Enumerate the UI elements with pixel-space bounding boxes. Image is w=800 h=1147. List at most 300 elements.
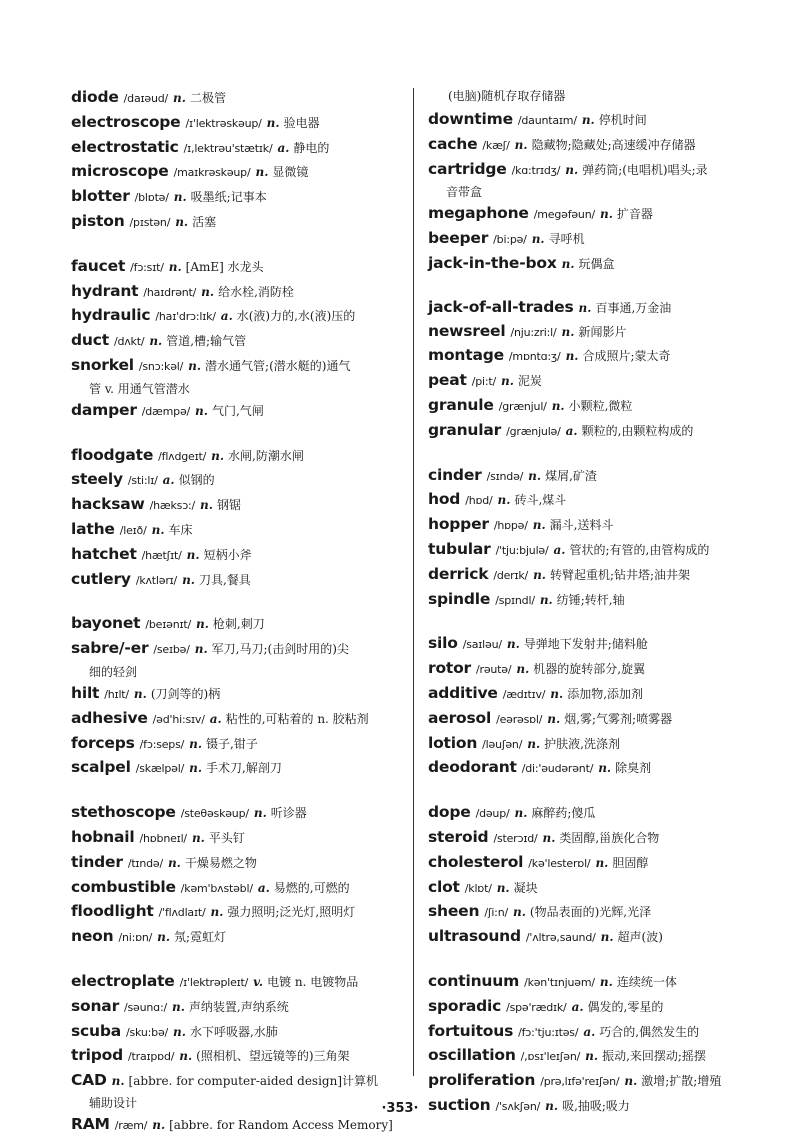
phonetic: /blɒtə/ [134,191,169,205]
right-column [428,86,758,1119]
phonetic: /seɪbə/ [153,643,190,657]
dictionary-entry [71,329,405,354]
part-of-speech: n. [516,662,530,677]
headword: peat [428,371,467,390]
phonetic: /prə,lɪfə'reɪʃən/ [540,1075,620,1089]
headword: combustible [71,877,176,896]
dictionary-entry [428,801,758,826]
definition: 镊子,钳子 [206,736,258,751]
headword: microscope [71,162,169,181]
definition: 百事通,万金油 [595,300,672,315]
part-of-speech: n. [599,974,613,989]
headword: jack-in-the-box [428,253,557,272]
phonetic: /sɪndə/ [486,469,524,483]
definition-continuation: 辅助设计 [89,1095,138,1110]
headword: sporadic [428,996,502,1015]
dictionary-entry [71,304,405,329]
headword: adhesive [71,708,148,727]
entry-group [71,801,405,950]
headword: rotor [428,659,471,678]
dictionary-entry [71,1113,405,1138]
part-of-speech: v. [253,974,264,989]
definition: 合成照片;蒙太奇 [582,349,671,364]
headword: dope [428,803,471,822]
headword: floodlight [71,902,154,921]
phonetic: /kə'lesterɒl/ [528,856,591,870]
entry-group [428,632,758,781]
definition: 颗粒的,由颗粒构成的 [581,423,694,438]
definition: 麻醉药;傻瓜 [531,806,596,821]
group-separator [71,592,405,612]
phonetic: /,ɒsɪ'leɪʃən/ [520,1050,581,1064]
dictionary-entry [428,344,758,369]
part-of-speech: n. [512,905,526,920]
phonetic: /dəup/ [475,807,510,821]
part-of-speech: n. [561,324,575,339]
phonetic: /ɪ'lektrəskəup/ [185,116,262,130]
part-of-speech: n. [186,547,200,562]
part-of-speech: a. [565,423,578,438]
phonetic: /ɪ,lektrəu'stætɪk/ [183,141,273,155]
definition-continuation: 管 v. 用通气管潜水 [89,381,190,396]
phonetic: /klɒt/ [464,881,492,895]
group-separator [428,781,758,801]
definition: 似钢的 [178,473,215,488]
part-of-speech: n. [175,214,189,229]
definition: 强力照明;泛光灯,照明灯 [227,905,356,920]
headword: hydraulic [71,306,151,325]
definition: 二极管 [189,91,226,105]
dictionary-entry [71,280,405,305]
part-of-speech: n. [581,113,595,127]
dictionary-entry [428,970,758,995]
phonetic: /'sʌkʃən/ [495,1099,541,1113]
phonetic: /daɪəud/ [123,92,169,105]
group-separator [71,950,405,970]
part-of-speech: n. [550,686,564,701]
entry-group [71,86,405,235]
phonetic: /beɪənɪt/ [145,618,191,632]
part-of-speech: n. [497,493,511,508]
headword: stethoscope [71,803,176,822]
dictionary-entry [428,133,758,158]
part-of-speech: n. [133,686,147,701]
headword: hopper [428,515,489,534]
phonetic: /eərəsɒl/ [496,712,543,726]
definition: 扩音器 [616,207,653,222]
headword: hydrant [71,281,139,300]
phonetic: /pɪstən/ [129,215,171,229]
headword: cinder [428,465,482,484]
definition: 干燥易燃之物 [184,855,257,870]
part-of-speech: n. [171,999,185,1014]
headword: granule [428,395,494,414]
entry-group [428,108,758,276]
phonetic: /əd'hi:sɪv/ [152,712,205,726]
headword: duct [71,331,109,350]
headword: lathe [71,519,115,538]
part-of-speech: n. [195,617,209,632]
phonetic: /grænjul/ [498,399,547,413]
headword: clot [428,877,460,896]
part-of-speech: n. [561,256,575,271]
part-of-speech: n. [253,806,267,821]
dictionary-entry [71,801,405,826]
definition: 玩偶盒 [578,256,615,271]
definition: 漏斗,送料斗 [549,518,614,533]
dictionary-entry [428,876,758,901]
dictionary-entry [71,468,405,493]
headword: steely [71,470,123,489]
dictionary-entry [428,464,758,489]
part-of-speech: n. [514,806,528,821]
phonetic: /spə'rædɪk/ [506,1000,567,1014]
dictionary-entry [428,488,758,513]
headword: fortuitous [428,1021,514,1040]
phonetic: /fɔ:seps/ [139,737,185,751]
dictionary-entry [71,160,405,185]
headword: jack-of-all-trades [428,297,574,316]
definition: 隐藏物;隐藏处;高速缓冲存储器 [531,137,696,152]
headword: scuba [71,1021,122,1040]
dictionary-entry [428,296,758,320]
part-of-speech: a. [209,711,222,726]
phonetic: /spɪndl/ [495,593,535,607]
dictionary-entry [428,108,758,133]
entry-group [71,612,405,781]
definition: 刀具,餐具 [198,572,251,587]
definition: 水闸,防潮水闸 [228,448,304,463]
phonetic: /flʌdgeɪt/ [158,449,207,463]
part-of-speech: n. [565,162,579,177]
definition: 烟,雾;气雾剂;喷雾器 [564,711,673,726]
part-of-speech: n. [211,448,225,463]
part-of-speech: n. [182,572,195,587]
part-of-speech: n. [210,905,224,920]
group-separator [428,612,758,632]
phonetic: /ædɪtɪv/ [502,687,546,701]
definition: 水下呼吸器,水肺 [189,1024,278,1039]
definition: [abbre. for Random Access Memory] [169,1117,393,1132]
dictionary-entry [428,826,758,851]
headword: neon [71,927,114,946]
part-of-speech: n. [595,855,609,870]
dictionary-entry [71,925,405,950]
definition: (刀剑等的)柄 [150,686,221,701]
phonetic: /haɪdrənt/ [143,285,197,299]
headword: tubular [428,539,491,558]
phonetic: /ni:ɒn/ [118,931,153,945]
definition: 管道,槽;输气管 [166,334,247,349]
definition: 短柄小斧 [203,547,252,562]
definition: 吸墨纸;记事本 [190,190,267,205]
part-of-speech: n. [585,1049,599,1064]
headword: electrostatic [71,137,179,156]
definition: 机器的旋转部分,旋翼 [533,662,646,677]
definition: 气门,气闸 [211,403,264,418]
phonetic: /ɪ'lektrəpleɪt/ [179,975,249,989]
definition: 氖;霓虹灯 [174,930,227,945]
dictionary-entry [71,255,405,280]
phonetic: /kʌtlərɪ/ [135,573,178,587]
part-of-speech: n. [111,1074,125,1089]
phonetic: /rəutə/ [476,663,512,677]
group-separator [428,950,758,970]
headword: tripod [71,1046,124,1065]
part-of-speech: n. [152,1117,166,1132]
part-of-speech: n. [514,137,528,152]
definition: 类固醇,甾族化合物 [559,830,660,845]
phonetic: /ləuʃən/ [482,737,523,751]
dictionary-entry [71,970,405,995]
dictionary-entry [428,513,758,538]
phonetic: /fɔ:'tju:ɪtəs/ [518,1025,579,1039]
definition: [abbre. for computer-aided design]计算机 [128,1074,379,1089]
dictionary-entry [71,543,405,568]
headword: steroid [428,827,489,846]
dictionary-entry [428,657,758,682]
phonetic: /tɪndə/ [127,856,163,870]
dictionary-entry [71,876,405,901]
definition: 胆固醇 [612,855,649,870]
part-of-speech: n. [191,830,205,845]
phonetic: /dʌkt/ [113,335,145,349]
phonetic: /bi:pə/ [493,233,527,247]
definition: 新闻影片 [578,324,627,339]
part-of-speech: n. [531,232,545,247]
definition: 吸,抽吸;吸力 [562,1098,630,1113]
dictionary-entry [428,538,758,563]
phonetic: /'flʌdlaɪt/ [158,906,206,920]
definition: 车床 [168,522,193,537]
headword: hobnail [71,827,135,846]
definition: 管状的;有管的,由管构成的 [569,542,710,557]
entry-group [71,444,405,593]
headword: downtime [428,110,513,128]
dictionary-entry [428,158,758,183]
headword: hatchet [71,544,137,563]
headword: cholesterol [428,852,524,871]
headword: hod [428,490,461,509]
page-number: ·353· [381,1101,419,1116]
phonetic: /'tju:bjulə/ [495,543,549,557]
part-of-speech: n. [496,880,510,895]
dictionary-entry [428,925,758,950]
headword: forceps [71,733,135,752]
phonetic: /snɔ:kəl/ [138,359,184,373]
headword: snorkel [71,355,134,374]
headword: newsreel [428,321,506,340]
part-of-speech: n. [200,498,213,513]
part-of-speech: n. [506,637,520,652]
headword: additive [428,683,498,702]
part-of-speech: a. [257,880,270,895]
headword: electroplate [71,971,175,990]
definition-continuation: 音带盒 [446,185,483,200]
phonetic: /ʃi:n/ [484,906,508,920]
dictionary-entry [428,900,758,925]
headword: cache [428,134,478,153]
part-of-speech: n. [545,1098,559,1113]
group-separator [71,424,405,444]
headword: CAD [71,1071,107,1090]
phonetic: /hɒpə/ [493,519,528,533]
definition: 易燃的,可燃的 [273,880,350,895]
headword: blotter [71,187,130,206]
phonetic: /fɔ:sɪt/ [130,260,164,274]
entry-group [428,464,758,613]
definition: 活塞 [192,214,217,229]
part-of-speech: n. [528,468,542,483]
headword: derrick [428,564,489,583]
headword: cutlery [71,569,131,588]
column-divider [413,88,414,1076]
headword: megaphone [428,204,529,223]
headword: continuum [428,971,520,990]
definition: 水(液)力的,水(液)压的 [236,309,356,324]
part-of-speech: n. [542,830,556,845]
dictionary-entry [71,136,405,161]
definition: 振动,来回摆动;摇摆 [602,1049,706,1064]
dictionary-entry [71,210,405,235]
dictionary-entry [428,320,758,345]
dictionary-entry [428,682,758,707]
dictionary-entry [428,227,758,252]
definition: 粘性的,可粘着的 n. 胶粘剂 [225,711,369,726]
group-separator [428,276,758,296]
dictionary-entry [71,354,405,379]
phonetic: /kɑ:trɪdʒ/ [511,163,561,177]
phonetic: /dæmpə/ [141,404,191,418]
definition: 验电器 [283,115,320,130]
headword: deodorant [428,758,517,777]
part-of-speech: a. [553,542,566,557]
definition: (照相机、望远镜等的)三角架 [196,1049,350,1064]
part-of-speech: n. [173,1024,186,1039]
part-of-speech: n. [195,403,208,418]
headword: spindle [428,589,491,608]
definition: 砖斗,煤斗 [514,493,567,508]
definition: [AmE] 水龙头 [185,259,264,274]
headword: hacksaw [71,495,145,514]
dictionary-entry [428,1020,758,1045]
definition: 泥炭 [517,374,542,389]
dictionary-entry [71,518,405,543]
part-of-speech: n. [599,207,613,222]
phonetic: /sterɔɪd/ [493,831,538,845]
dictionary-entry [71,1044,405,1069]
definition: 显微镜 [272,165,309,180]
dictionary-entry [71,86,405,111]
phonetic: /ræm/ [114,1118,148,1132]
dictionary-entry [428,756,758,781]
phonetic: /'ʌltrə,saund/ [525,931,596,945]
part-of-speech: n. [189,761,203,776]
part-of-speech: n. [189,736,203,751]
definition: 凝块 [513,880,538,895]
phonetic: /hɒbneɪl/ [139,831,187,845]
definition: 声纳装置,声纳系统 [188,999,289,1014]
definition-continuation: 细的轻剑 [89,664,138,679]
dictionary-entry [428,1069,758,1094]
headword: montage [428,346,504,365]
group-separator [71,781,405,801]
entry-group [428,296,758,444]
headword: RAM [71,1114,110,1133]
headword: silo [428,634,458,653]
phonetic: /hɪlt/ [104,687,129,701]
dictionary-entry [428,707,758,732]
part-of-speech: n. [167,855,181,870]
part-of-speech: n. [194,642,208,657]
definition: 平头钉 [208,830,245,845]
definition: 枪刺,刺刀 [212,617,265,632]
definition: 纺锤;转杆,轴 [556,592,625,607]
part-of-speech: n. [173,91,186,105]
headword: piston [71,211,125,230]
dictionary-entry [71,900,405,925]
headword: tinder [71,852,123,871]
phonetic: /steθəskəup/ [180,807,249,821]
headword: oscillation [428,1046,516,1065]
phonetic: /pi:t/ [471,375,496,389]
part-of-speech: n. [201,284,215,299]
dictionary-entry [71,399,405,424]
dictionary-entry [428,588,758,613]
headword: ultrasound [428,927,521,946]
headword: bayonet [71,614,141,633]
definition: 手术刀,解剖刀 [206,761,282,776]
headword: lotion [428,733,478,752]
definition: 添加物,添加剂 [567,686,644,701]
definition: 超声(波) [617,930,663,945]
definition: 小颗粒,微粒 [568,398,633,413]
part-of-speech: n. [179,1049,193,1064]
headword: aerosol [428,708,492,727]
dictionary-entry [71,612,405,637]
headword: floodgate [71,445,154,464]
dictionary-entry [71,637,405,662]
dictionary-entry [428,394,758,419]
dictionary-entry [71,1020,405,1045]
phonetic: /sti:lɪ/ [127,474,158,488]
headword: sabre/-er [71,639,149,658]
dictionary-entry [428,1044,758,1069]
entry-group [428,801,758,950]
definition: 钢锯 [216,498,241,513]
part-of-speech: n. [547,711,561,726]
part-of-speech: a. [220,309,233,324]
definition: 连续统一体 [616,974,677,989]
part-of-speech: n. [188,358,202,373]
phonetic: /kəm'bʌstəbl/ [180,881,253,895]
dictionary-entry [428,851,758,876]
part-of-speech: a. [583,1024,596,1039]
part-of-speech: a. [162,473,175,488]
group-separator [71,235,405,255]
dictionary-entry [71,444,405,469]
definition: 导弹地下发射井;储料舱 [523,637,648,652]
phonetic: /saɪləu/ [462,638,502,652]
phonetic: /di:'əudərənt/ [521,762,594,776]
dictionary-entry [71,756,405,781]
phonetic: /kən'tɪnjuəm/ [524,975,595,989]
headword: scalpel [71,758,131,777]
part-of-speech: n. [600,930,614,945]
dictionary-entry [428,632,758,657]
definition: 军刀,马刀;(击剑时用的)尖 [211,642,349,657]
headword: electroscope [71,112,181,131]
